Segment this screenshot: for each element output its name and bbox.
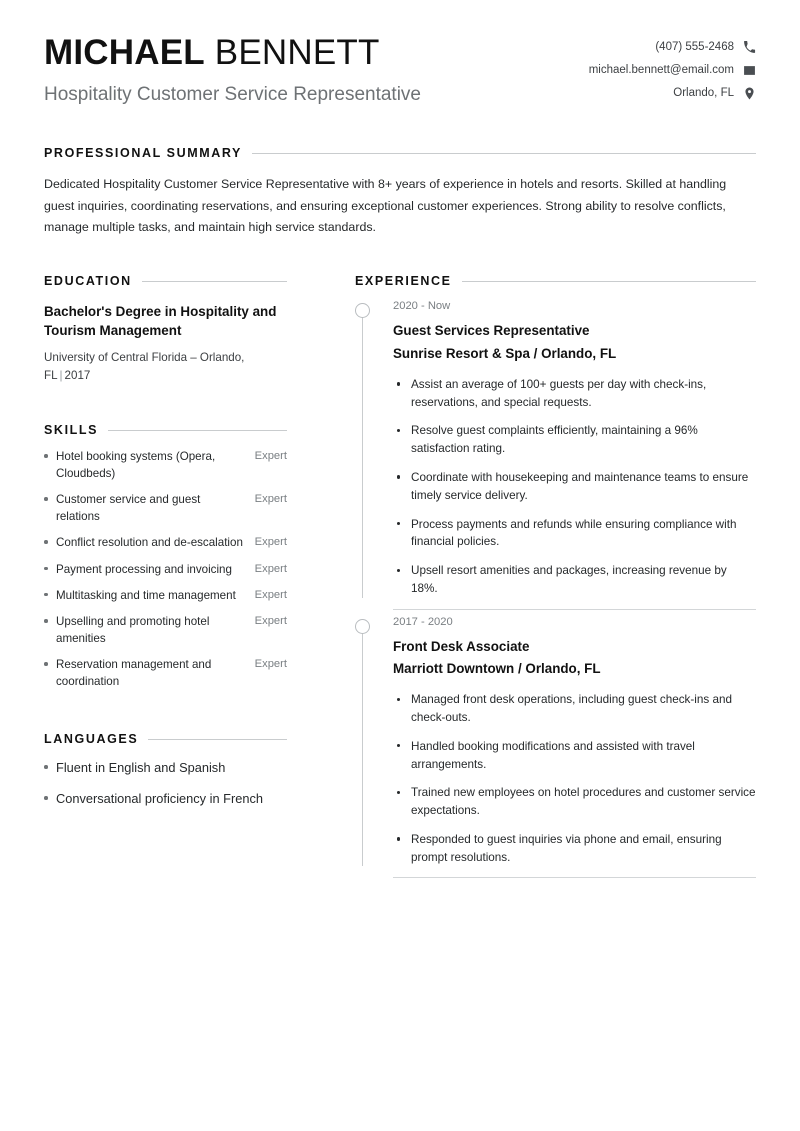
- timeline-line: [362, 310, 363, 597]
- phone-icon: [742, 40, 756, 54]
- experience-bullet: Resolve guest complaints efficiently, maintaining a 96% satisfaction rating.: [393, 422, 756, 458]
- skill-name: Reservation management and coordination: [56, 658, 212, 688]
- skill-level: Expert: [254, 658, 287, 671]
- experience-company: Marriott Downtown / Orlando, FL: [393, 661, 601, 677]
- skills-list: [44, 449, 287, 690]
- language-row: [44, 759, 287, 777]
- bullet-icon: [44, 588, 56, 597]
- skills-section: [44, 423, 287, 690]
- skill-level: Expert: [254, 588, 287, 601]
- experience-role: Guest Services Representative: [393, 323, 590, 339]
- identity-block: [44, 34, 421, 108]
- map-pin-icon: [742, 86, 756, 100]
- contact-block: [589, 40, 756, 100]
- experience-bullet: Upsell resort amenities and packages, increasing revenue by 18%.: [393, 562, 756, 598]
- bullet-icon: [44, 492, 56, 501]
- experience-body: [355, 294, 756, 597]
- experience-entry: [355, 610, 756, 879]
- education-separator: |: [59, 369, 63, 383]
- experience-entry: [355, 294, 756, 609]
- language-row: [44, 790, 287, 808]
- bullet-icon: [44, 759, 56, 769]
- languages-section: [44, 732, 287, 808]
- bullet-icon: [44, 614, 56, 623]
- contact-location: [673, 86, 756, 100]
- education-section: [44, 274, 287, 385]
- experience-heading: [355, 274, 756, 288]
- skill-row: [44, 614, 287, 647]
- bullet-icon: [44, 449, 56, 458]
- left-column: [44, 274, 287, 821]
- heading-rule: [148, 739, 287, 740]
- skill-name: Customer service and guest relations: [56, 493, 201, 523]
- education-degree: Bachelor's Degree in Hospitality and Tourism Management: [44, 304, 277, 338]
- education-year: 2017: [64, 369, 91, 383]
- experience-bullets: [393, 376, 756, 598]
- bullet-icon: [44, 562, 56, 571]
- skills-heading: [44, 423, 287, 437]
- skill-row: [44, 562, 287, 578]
- experience-bullet: Trained new employees on hotel procedures and customer service expectations.: [393, 784, 756, 820]
- language-text: Fluent in English and Spanish: [56, 760, 226, 776]
- envelope-icon: [742, 63, 756, 77]
- skill-level: Expert: [254, 562, 287, 575]
- experience-body: [355, 610, 756, 867]
- experience-dates: 2017 - 2020: [393, 615, 453, 628]
- experience-list: [355, 294, 756, 878]
- experience-divider: [393, 877, 756, 878]
- skill-name: Upselling and promoting hotel amenities: [56, 615, 210, 645]
- heading-rule: [108, 430, 287, 431]
- skill-name: Hotel booking systems (Opera, Cloudbeds): [56, 450, 216, 480]
- language-text: Conversational proficiency in French: [56, 791, 263, 807]
- heading-rule: [252, 153, 756, 154]
- skill-row: [44, 449, 287, 482]
- skill-level: Expert: [254, 493, 287, 506]
- experience-role: Front Desk Associate: [393, 638, 530, 654]
- languages-list: [44, 759, 287, 808]
- summary-section: [44, 146, 756, 238]
- phone-value: (407) 555-2468: [655, 41, 734, 53]
- skill-name: Payment processing and invoicing: [56, 562, 232, 576]
- candidate-name: [44, 34, 421, 72]
- education-entry: [44, 303, 287, 385]
- resume-header: [44, 34, 756, 108]
- skills-heading-label: SKILLS: [44, 423, 99, 438]
- summary-text: Dedicated Hospitality Customer Service Representative with 8+ years of experience in hotels and resorts. Skilled at handling guest inquiries, coordinating reservations, and ensuring exceptional customer experiences. Strong ability to resolve conflicts, manage multiple tasks, and maintain high service standards.: [44, 177, 727, 234]
- bullet-icon: [44, 657, 56, 666]
- contact-email: [589, 63, 756, 77]
- skill-row: [44, 535, 287, 551]
- first-name: MICHAEL: [44, 33, 205, 72]
- experience-dates: 2020 - Now: [393, 300, 451, 313]
- skill-row: [44, 588, 287, 604]
- skill-name: Conflict resolution and de-escalation: [56, 536, 243, 550]
- contact-phone: [655, 40, 756, 54]
- summary-heading-label: PROFESSIONAL SUMMARY: [44, 146, 242, 161]
- education-institution: University of Central Florida – Orlando, FL: [44, 351, 245, 383]
- experience-company: Sunrise Resort & Spa / Orlando, FL: [393, 346, 617, 362]
- experience-bullet: Coordinate with housekeeping and maintenance teams to ensure timely service delivery.: [393, 469, 756, 505]
- body-columns: [44, 274, 756, 878]
- experience-bullet: Assist an average of 100+ guests per day with check-ins, reservations, and special requests.: [393, 376, 756, 412]
- timeline-line: [362, 626, 363, 867]
- education-heading: [44, 274, 287, 288]
- languages-heading: [44, 732, 287, 746]
- heading-rule: [462, 281, 756, 282]
- timeline-marker-icon: [355, 619, 370, 634]
- experience-bullet: Handled booking modifications and assisted with travel arrangements.: [393, 738, 756, 774]
- skill-row: [44, 657, 287, 690]
- skill-name: Multitasking and time management: [56, 588, 236, 602]
- bullet-icon: [44, 535, 56, 544]
- experience-bullet: Managed front desk operations, including guest check-ins and check-outs.: [393, 691, 756, 727]
- location-value: Orlando, FL: [673, 87, 734, 99]
- skill-row: [44, 492, 287, 525]
- job-title: Hospitality Customer Service Representative: [44, 83, 421, 105]
- heading-rule: [142, 281, 287, 282]
- last-name: BENNETT: [214, 33, 380, 72]
- skill-level: Expert: [254, 450, 287, 463]
- skill-level: Expert: [254, 615, 287, 628]
- bullet-icon: [44, 790, 56, 800]
- languages-heading-label: LANGUAGES: [44, 732, 139, 747]
- skill-level: Expert: [254, 536, 287, 549]
- right-column: [355, 274, 756, 878]
- timeline-marker-icon: [355, 303, 370, 318]
- education-meta: [44, 349, 287, 385]
- experience-bullets: [393, 691, 756, 866]
- email-value: michael.bennett@email.com: [588, 64, 734, 76]
- experience-bullet: Process payments and refunds while ensuring compliance with financial policies.: [393, 516, 756, 552]
- experience-bullet: Responded to guest inquiries via phone and email, ensuring prompt resolutions.: [393, 831, 756, 867]
- education-heading-label: EDUCATION: [44, 274, 132, 289]
- summary-heading: [44, 146, 756, 160]
- experience-heading-label: EXPERIENCE: [355, 274, 452, 289]
